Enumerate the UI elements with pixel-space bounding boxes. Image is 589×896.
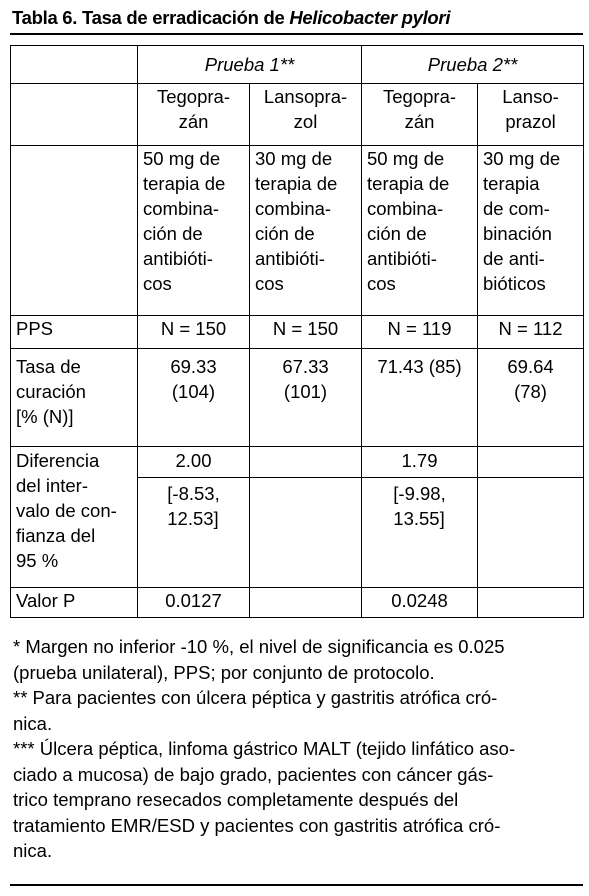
therapy-header [362, 146, 478, 316]
table-cell [250, 349, 362, 447]
label-line: 95 % [16, 550, 59, 571]
drug-header [362, 84, 478, 146]
table-cell: 0.0127 [138, 588, 250, 618]
value-line: 69.64 [507, 356, 554, 377]
value-line: (101) [283, 381, 328, 402]
therapy-line: antibióti- [367, 248, 437, 269]
bottom-rule [10, 884, 583, 886]
table-cell [250, 588, 362, 618]
therapy-header [250, 146, 362, 316]
table-cell [362, 349, 478, 447]
row-label [11, 349, 138, 447]
therapy-line: combina- [143, 198, 220, 219]
label-line: curación [16, 381, 86, 402]
therapy-line: cos [255, 273, 284, 294]
therapy-line: bióticos [483, 273, 546, 294]
table-cell [478, 588, 584, 618]
empty-therapy-cell [11, 146, 138, 316]
header-row-drug [11, 84, 584, 146]
therapy-line: ción de [255, 223, 315, 244]
therapy-line: 30 mg de [255, 148, 333, 169]
therapy-line: binación [483, 223, 552, 244]
table-cell [138, 349, 250, 447]
table-row-pvalue [11, 588, 584, 618]
prueba2-header: Prueba 2** [362, 46, 584, 84]
therapy-header [138, 146, 250, 316]
therapy-line: terapia de [255, 173, 338, 194]
value-line: 71.43 (85) [377, 356, 462, 377]
drug-line: Lansopra- [263, 86, 348, 107]
table-cell: N = 150 [250, 316, 362, 349]
drug-header [250, 84, 362, 146]
therapy-line: antibióti- [255, 248, 325, 269]
label-line: Tasa de [16, 356, 81, 377]
label-line: valo de con- [16, 500, 117, 521]
therapy-line: ción de [143, 223, 203, 244]
eradication-table [10, 45, 584, 618]
table-cell [250, 447, 362, 478]
top-rule [10, 33, 583, 35]
therapy-header [478, 146, 584, 316]
table-cell: 2.00 [138, 447, 250, 478]
therapy-line: 50 mg de [143, 148, 221, 169]
value-line: 69.33 [170, 356, 217, 377]
table-cell [362, 478, 478, 588]
footnote-line: tratamiento EMR/ESD y pacientes con gastritis atrófica cró- [13, 814, 501, 836]
label-line: del inter- [16, 475, 88, 496]
table-row-pps [11, 316, 584, 349]
label-line: [% (N)] [16, 406, 74, 427]
empty-header-cell [11, 46, 138, 84]
value-line: [-8.53, [167, 483, 220, 504]
footnote-line: *** Úlcera péptica, linfoma gástrico MALT (tejido linfático aso- [13, 738, 516, 759]
therapy-line: terapia [483, 173, 540, 194]
footnote-line: trico temprano resecados completamente después del [13, 789, 459, 810]
header-row-prueba [11, 46, 584, 84]
title-text: Tabla 6. Tasa de erradicación de [12, 7, 290, 28]
value-line: 67.33 [282, 356, 329, 377]
value-line: 12.53] [167, 508, 219, 529]
table-cell [138, 478, 250, 588]
table-row-diff [11, 447, 584, 478]
table-cell: N = 112 [478, 316, 584, 349]
footnote-line: (prueba unilateral), PPS; por conjunto de protocolo. [13, 661, 435, 683]
therapy-line: combina- [255, 198, 332, 219]
therapy-line: 30 mg de [483, 148, 561, 169]
drug-line: Tegopra- [383, 86, 457, 107]
therapy-line: terapia de [143, 173, 226, 194]
table-row-cure [11, 349, 584, 447]
footnote-line: ciado a mucosa) de bajo grado, pacientes con cáncer gás- [13, 763, 494, 785]
therapy-line: terapia de [367, 173, 450, 194]
footnote [13, 736, 578, 864]
title-italic-text: Helicobacter pylori [289, 7, 451, 28]
row-label: Valor P [11, 588, 138, 618]
value-line: (104) [171, 381, 216, 402]
table-title [12, 7, 450, 29]
table-cell: N = 150 [138, 316, 250, 349]
label-line: Diferencia [16, 450, 100, 471]
drug-header [138, 84, 250, 146]
therapy-line: combina- [367, 198, 444, 219]
value-line: (78) [514, 381, 547, 402]
drug-line: zol [293, 111, 318, 132]
footnote-line: nica. [13, 712, 53, 734]
row-label [11, 447, 138, 588]
prueba1-header: Prueba 1** [138, 46, 362, 84]
therapy-line: cos [367, 273, 396, 294]
drug-line: prazol [505, 111, 556, 132]
row-label: PPS [11, 316, 138, 349]
value-line: 13.55] [393, 508, 445, 529]
therapy-line: antibióti- [143, 248, 213, 269]
table-cell [250, 478, 362, 588]
empty-drug-cell [11, 84, 138, 146]
label-line: fianza del [16, 525, 96, 546]
table-cell: 1.79 [362, 447, 478, 478]
therapy-line: de anti- [483, 248, 545, 269]
footnote [13, 634, 578, 685]
value-line: [-9.98, [393, 483, 446, 504]
therapy-line: de com- [483, 198, 550, 219]
drug-line: zán [404, 111, 435, 132]
therapy-line: ción de [367, 223, 427, 244]
header-row-therapy [11, 146, 584, 316]
footnote [13, 685, 578, 736]
therapy-line: 50 mg de [367, 148, 445, 169]
table-cell [478, 349, 584, 447]
footnote-line: * Margen no inferior -10 %, el nivel de significancia es 0.025 [13, 636, 505, 657]
drug-header [478, 84, 584, 146]
table-footnotes [13, 634, 578, 864]
drug-line: Tegopra- [156, 86, 230, 107]
table-cell [478, 447, 584, 478]
footnote-line: ** Para pacientes con úlcera péptica y gastritis atrófica cró- [13, 687, 498, 708]
table-cell [478, 478, 584, 588]
footnote-line: nica. [13, 840, 53, 861]
table-cell: 0.0248 [362, 588, 478, 618]
therapy-line: cos [143, 273, 172, 294]
table-cell: N = 119 [362, 316, 478, 349]
drug-line: zán [178, 111, 209, 132]
drug-line: Lanso- [502, 86, 559, 107]
